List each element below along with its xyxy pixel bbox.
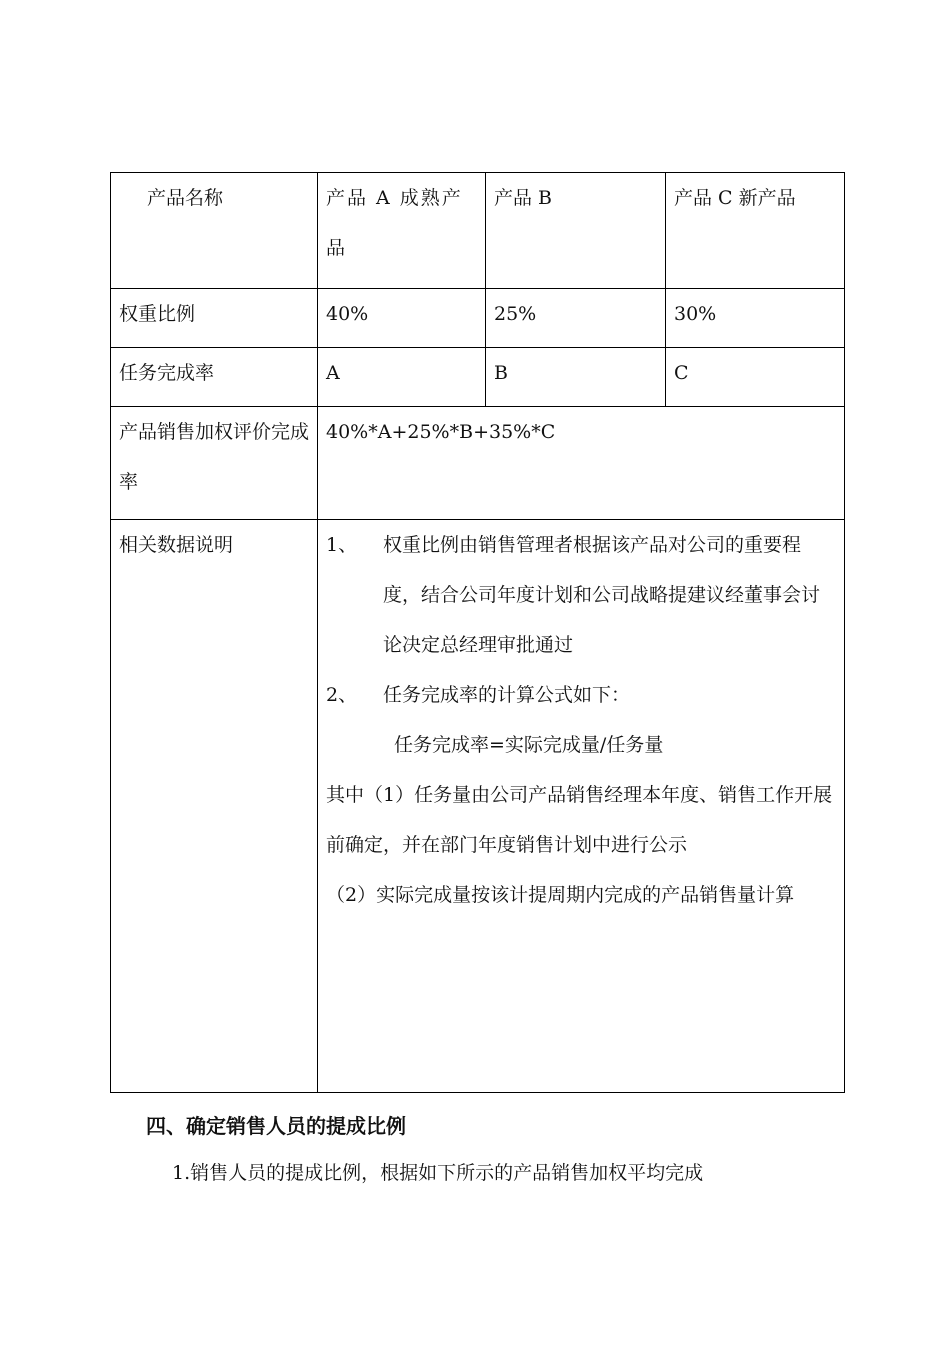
notes-item-2-text: 任务完成率的计算公式如下： bbox=[383, 684, 631, 706]
notes-explain-2: （2）实际完成量按该计提周期内完成的产品销售量计算 bbox=[326, 884, 795, 906]
table-row-weight bbox=[111, 289, 845, 348]
section-paragraph: 1.销售人员的提成比例，根据如下所示的产品销售加权平均完成 bbox=[172, 1162, 704, 1184]
cell-weight-label: 权重比例 bbox=[111, 289, 318, 348]
cell-weighted-label: 产品销售加权评价完成率 bbox=[111, 407, 318, 520]
notes-item-1 bbox=[326, 520, 836, 670]
table-row-header bbox=[111, 173, 845, 289]
notes-item-2-number: 2、 bbox=[326, 684, 358, 706]
cell-weight-a: 40% bbox=[318, 289, 486, 348]
table-row-completion bbox=[111, 348, 845, 407]
cell-completion-a: A bbox=[318, 348, 486, 407]
cell-product-a: 产品 A 成熟产品 bbox=[318, 173, 486, 289]
cell-weight-c: 30% bbox=[666, 289, 845, 348]
cell-product-name-label: 产品名称 bbox=[111, 173, 318, 289]
table-row-notes bbox=[111, 520, 845, 1093]
cell-product-b: 产品 B bbox=[486, 173, 666, 289]
cell-completion-c: C bbox=[666, 348, 845, 407]
notes-formula: 任务完成率=实际完成量/任务量 bbox=[394, 734, 664, 756]
cell-product-c: 产品 C 新产品 bbox=[666, 173, 845, 289]
notes-item-1-number: 1、 bbox=[326, 534, 358, 556]
cell-weighted-formula: 40%*A+25%*B+35%*C bbox=[318, 407, 845, 520]
section-heading: 四、确定销售人员的提成比例 bbox=[146, 1114, 406, 1138]
notes-item-2 bbox=[326, 670, 836, 720]
notes-item-1-text: 权重比例由销售管理者根据该产品对公司的重要程度，结合公司年度计划和公司战略提建议经董事会讨论决定总经理审批通过 bbox=[383, 534, 821, 656]
table-row-weighted bbox=[111, 407, 845, 520]
cell-notes-label: 相关数据说明 bbox=[111, 520, 318, 1093]
cell-weight-b: 25% bbox=[486, 289, 666, 348]
product-weight-table bbox=[110, 172, 845, 1093]
cell-completion-b: B bbox=[486, 348, 666, 407]
cell-completion-label: 任务完成率 bbox=[111, 348, 318, 407]
notes-explain-1: 其中（1）任务量由公司产品销售经理本年度、销售工作开展前确定，并在部门年度销售计划中进行公示 bbox=[326, 784, 833, 856]
cell-notes-content bbox=[318, 520, 845, 1093]
